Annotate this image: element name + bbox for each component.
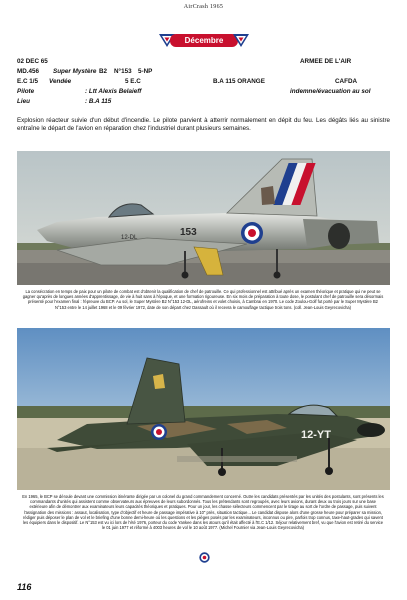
roundel-icon [199,552,210,563]
right-roundel-chevron-icon [232,33,250,48]
photo-silver-super-mystere [17,151,390,285]
pilot-label: Pilote [17,88,35,95]
photo1-stencil: 12-DL [121,235,138,241]
month-banner [158,33,250,48]
caption-photo-1: La consécration en temps de paix pour un pilote de combat est d'obtenir la qualification de chef de patrouille. Ce qui professionnel est attribué après un examen théorique et pratique qui ne peut se gagner qu'après de longues années d'apprentissage, de vie à huit sans à l'époque, et une formation rigoureuse. En six mois de préparation à toute dose, le postulant chef de patrouille sera désormais présenté pour l'examen final : l'épreuve du BCP. Au sol, le Super Mystère B2 N°153 12-DL, aérofreins et volet choisis, à Cambrai en 1970. Le code Zoulou-Golf fut porté par le Super Mystère B2 N°153 entre le 14 juillet 1968 et le 09 février 1972, date de son départ chez Dassault où il recevra le camouflage tactique trois tons. (coll. Jean-Louis Geyrecovicha) [22,289,384,310]
running-title: AirCrash 1965 [183,4,224,10]
sar-unit: CAFDA [335,78,358,85]
base-name: B.A 115 ORANGE [213,78,265,85]
page-number: 116 [17,582,32,592]
photo1-code: 153 [180,227,197,238]
place-name: : B.A 115 [85,98,112,105]
service-name: ARMEE DE L'AIR [300,58,352,65]
photo2-code: 12-YT [301,429,331,441]
serial-prefix: MD.456 [17,68,40,75]
month-label: Décembre [184,36,224,45]
aircraft-type: Super Mystère [53,68,97,75]
meta-row-place [17,96,390,107]
aircraft-variant: B2 [99,68,108,75]
pilot-name: : Ltt Alexis Belaieff [85,88,142,95]
photo-camouflaged-super-mystere [17,328,390,490]
place-label: Lieu [17,98,30,105]
event-description: Explosion réacteur suivie d'un début d'incendie. Le pilote parvient à atterrir normalement en dépit du feu. Les dégâts liés au sinistre entraîne le départ de l'avion en réparation chez l'industriel durant plusieurs semaines. [17,117,390,133]
escadrille-code: 5 E.C [125,78,141,85]
serial-number: N°153 [114,68,132,75]
caption-photo-2: En 1965, le BCP se déroule devant une commission itinérante dirigée par un colonel du grand commandement concerné. Outre les candidats présentés par les unités des postulants, sont présents les commandants d'unités qui assistent comme observateurs aux épreuves de leurs subordonnés. Tous les prétendants sont regroupés, avec leurs avions, durant deux ou trois jours sur une base extérieure afin de démontrer aux examinateurs leurs capacités théoriques et pratiques. Pour un jour, les chasse sélecteurs commencent par le tirage au sort de l'ordre de passage, puis suivent l'assignation des missions : assaut, localisation, type d'objectif et heure de passage impérative à 10" près, situation tactique... Le candidat dispose alors d'une grosse heure pour préparer sa mission, rédiger puis déposer le plan de vol et le briefing d'une bonne demi-heure où les questions et les pièges posés par les examinateurs, inconnus ou pire, parfois trop connus, taxe-haut-grades qui savent les équipiers dans le dispositif. Le N°153 est vu ici lors de l'été 1976, porteur du code Yankee dans les atours qu'il était affecté à l'E.C 1/12. Séjour relativement bref, vu que l'avion est retiré du service le 01 juin 1977 et réformé à 4003 heures de vol le 10 août 1977. (Michel Fournier via Jean-Louis Geyrecovicha) [22,494,384,531]
aircraft-code: 5-NP [138,68,153,75]
unit-name: E.C 1/5 [17,78,38,85]
pilot-status: indemne/évacuation au sol [290,88,371,95]
accident-date: 02 DEC 65 [17,58,48,65]
escadrille-name: Vendée [49,78,72,85]
